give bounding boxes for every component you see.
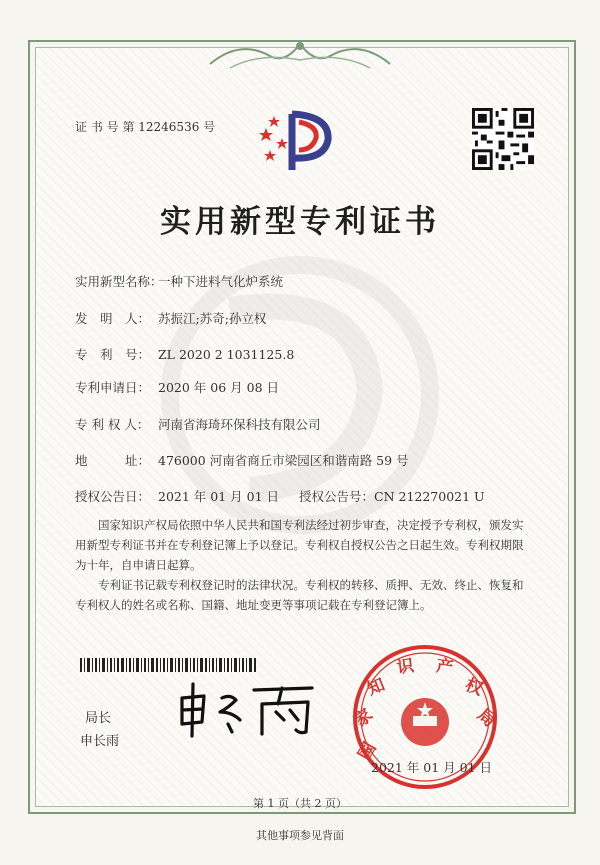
top-ornament — [200, 34, 400, 74]
grant-number-field — [299, 487, 485, 505]
field-label: 授权公告日： — [75, 489, 151, 504]
svg-text:权: 权 — [462, 674, 486, 700]
address-field — [75, 451, 409, 469]
field-value: 河南省海琦环保科技有限公司 — [158, 417, 321, 432]
handwritten-signature — [170, 676, 320, 740]
svg-text:识: 识 — [395, 655, 416, 679]
legal-status-paragraph: 专利证书记载专利权登记时的法律状况。专利权的转移、质押、无效、终止、恢复和专利权人的姓名或名称、国籍、地址变更等事项记载在专利登记簿上。 — [75, 578, 524, 612]
field-label: 授权公告号： — [299, 489, 375, 504]
svg-text:知: 知 — [364, 674, 388, 700]
svg-text:家: 家 — [350, 705, 377, 732]
field-value: 苏振江;苏奇;孙立权 — [158, 311, 267, 326]
patent-office-logo — [252, 108, 338, 174]
page-number: 第 1 页（共 2 页） — [253, 797, 347, 810]
footnote: 其他事项参见背面 — [256, 829, 344, 842]
field-label: 实用新型名称： — [75, 274, 163, 289]
field-value: CN 212270021 U — [374, 489, 485, 504]
field-value: 476000 河南省商丘市梁园区和谐南路 59 号 — [158, 453, 409, 468]
barcode — [80, 658, 256, 672]
qr-code — [472, 108, 534, 170]
director-title: 局长 — [85, 711, 112, 726]
certificate-title: 实用新型专利证书 — [160, 204, 440, 240]
patentee-field — [75, 415, 321, 433]
seal-date: 2021 年 01 月 01 日 — [371, 760, 492, 775]
svg-text:局: 局 — [473, 705, 500, 732]
field-label: 专 利 号： — [75, 347, 151, 362]
grant-statement-paragraph: 国家知识产权局依照中华人民共和国专利法经过初步审查，决定授予专利权，颁发实用新型专利证书并在专利登记簿上予以登记。专利权自授权公告之日起生效。专利权期限为十年，自申请日起算。 — [75, 518, 524, 572]
field-label: 地 址： — [75, 453, 151, 468]
utility-model-name-field — [75, 272, 283, 290]
certificate-number: 证 书 号 第 12246536 号 — [75, 120, 216, 134]
field-value: 一种下进料气化炉系统 — [158, 274, 284, 289]
application-date-field — [75, 378, 279, 396]
field-label: 发 明 人： — [75, 311, 151, 326]
grant-date-field — [75, 487, 279, 505]
field-value: 2021 年 01 月 01 日 — [158, 489, 279, 504]
svg-text:国: 国 — [354, 739, 381, 764]
director-name: 申长雨 — [80, 734, 120, 749]
field-label: 专利申请日： — [75, 380, 151, 395]
field-value: ZL 2020 2 1031125.8 — [158, 347, 295, 362]
field-value: 2020 年 06 月 08 日 — [158, 380, 279, 395]
field-label: 专 利 权 人： — [75, 417, 150, 432]
svg-text:产: 产 — [434, 655, 455, 679]
patent-number-field — [75, 345, 294, 363]
inventor-field — [75, 309, 266, 327]
